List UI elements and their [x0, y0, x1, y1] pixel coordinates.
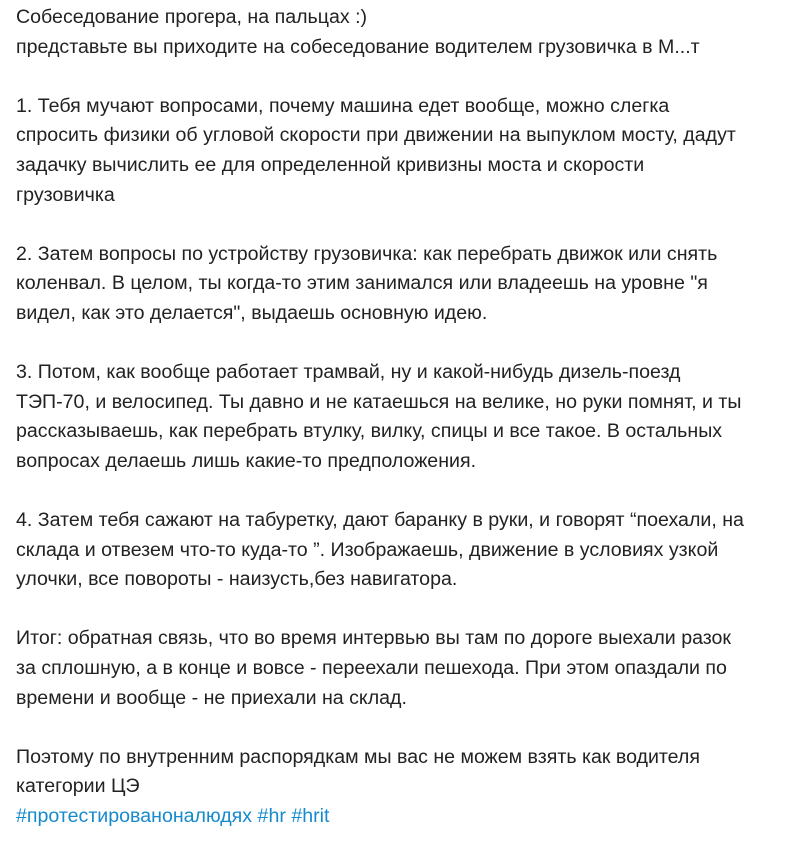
paragraph-1-line-4: грузовичка	[16, 183, 115, 206]
paragraph-3-line-1: 3. Потом, как вообще работает трамвай, ну и какой-нибудь дизель-поезд	[16, 361, 681, 384]
paragraph-1-line-3: задачку вычислить ее для определенной кривизны моста и скорости	[16, 153, 645, 176]
paragraph-1-line-2: спросить физики об угловой скорости при движении на выпуклом мосту, дадут	[16, 124, 736, 147]
paragraph-gap	[16, 62, 796, 92]
paragraph-4-line-2: склада и отвезем что-то куда-то ”. Изображаешь, движение в условиях узкой	[16, 538, 719, 561]
intro-line-1: Собеседование прогера, на пальцах :)	[16, 6, 368, 28]
paragraph-2	[16, 240, 796, 329]
paragraph-4	[16, 506, 796, 595]
paragraph-3-line-4: вопросах делаешь лишь какие-то предположения.	[16, 449, 477, 472]
paragraph-gap	[16, 595, 796, 625]
paragraph-3-line-3: рассказываешь, как перебрать втулку, вилку, спицы и все такое. В остальных	[16, 420, 723, 443]
paragraph-2-line-2: коленвал. В целом, ты когда-то этим занимался или владеешь на уровне "я	[16, 272, 708, 295]
paragraph-4-line-3: улочки, все повороты - наизусть,без навигатора.	[16, 568, 458, 591]
intro-line-2: представьте вы приходите на собеседование водителем грузовичка в М...т	[16, 35, 700, 58]
paragraph-gap	[16, 329, 796, 359]
paragraph-gap	[16, 210, 796, 240]
paragraph-conclusion	[16, 743, 796, 802]
conclusion-line-2: категории ЦЭ	[16, 775, 140, 798]
paragraph-1	[16, 92, 796, 210]
paragraph-3	[16, 358, 796, 476]
hashtag-link[interactable]: #протестированоналюдях	[16, 805, 253, 828]
paragraph-1-line-1: 1. Тебя мучают вопросами, почему машина едет вообще, можно слегка	[16, 94, 670, 117]
message-text	[16, 3, 796, 832]
summary-line-2: за сплошную, а в конце и вовсе - переехали пешехода. При этом опаздали по	[16, 657, 727, 680]
conclusion-line-1: Поэтому по внутренним распорядкам мы вас не можем взять как водителя	[16, 745, 700, 768]
paragraph-3-line-2: ТЭП-70, и велосипед. Ты давно и не катаешься на велике, но руки помнят, и ты	[16, 390, 742, 413]
paragraph-4-line-1: 4. Затем тебя сажают на табуретку, дают баранку в руки, и говорят “поехали, на	[16, 509, 744, 532]
paragraph-gap	[16, 477, 796, 507]
paragraph-gap	[16, 713, 796, 743]
hashtag-link[interactable]: #hr	[257, 805, 286, 828]
summary-line-3: времени и вообще - не приехали на склад.	[16, 686, 407, 709]
hashtag-link[interactable]: #hrit	[291, 805, 330, 828]
paragraph-2-line-1: 2. Затем вопросы по устройству грузовичка: как перебрать движок или снять	[16, 242, 718, 265]
paragraph-summary	[16, 624, 796, 713]
hashtag-row	[16, 802, 796, 832]
paragraph-2-line-3: видел, как это делается", выдаешь основную идею.	[16, 301, 488, 324]
summary-line-1: Итог: обратная связь, что во время интервью вы там по дороге выехали разок	[16, 627, 731, 650]
